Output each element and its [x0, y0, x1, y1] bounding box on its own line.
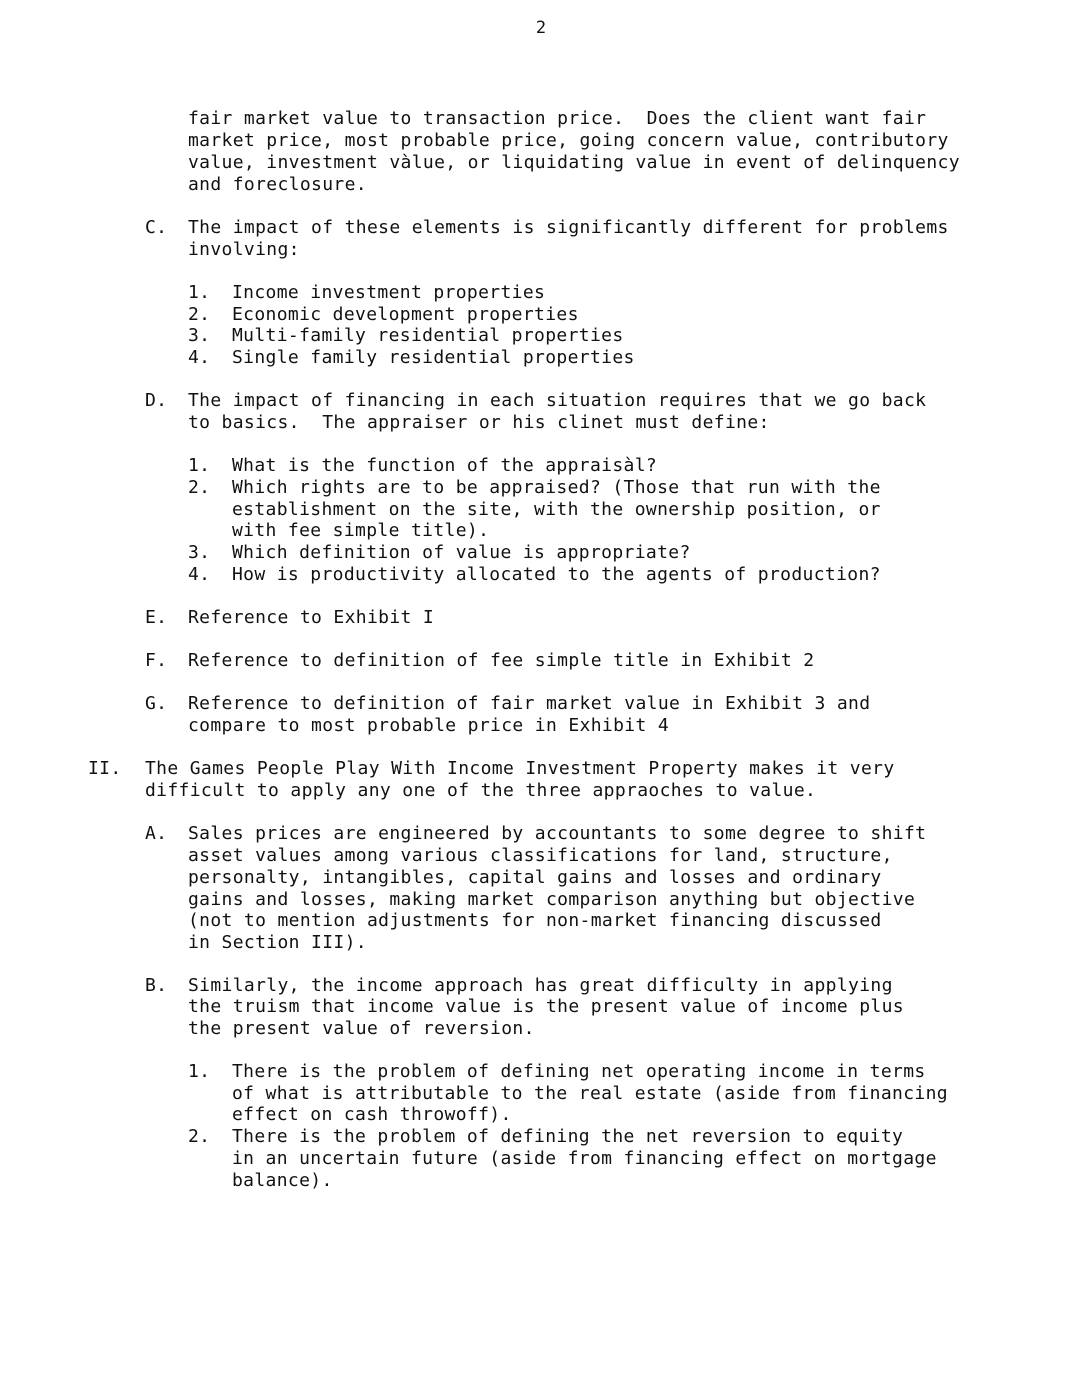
section-label: A.	[145, 823, 168, 844]
section-label: F.	[145, 650, 168, 671]
text-line: Reference to Exhibit I	[188, 607, 435, 628]
list-item: What is the function of the appraisàl?	[232, 455, 658, 476]
text-line: and foreclosure.	[188, 174, 367, 195]
text-line: market price, most probable price, going concern value, contributory	[188, 130, 949, 151]
list-number: 1.	[188, 455, 211, 476]
list-item-continuation: effect on cash throwoff).	[232, 1104, 512, 1125]
text-line: fair market value to transaction price. Does the client want fair	[188, 108, 927, 129]
section-label: D.	[145, 390, 168, 411]
text-line: (not to mention adjustments for non-market financing discussed	[188, 910, 882, 931]
list-item-continuation: with fee simple title).	[232, 520, 490, 541]
list-number: 1.	[188, 282, 211, 303]
section-label: B.	[145, 975, 168, 996]
list-item: Which definition of value is appropriate?	[232, 542, 691, 563]
page-number: 2	[535, 18, 547, 38]
list-item-continuation: balance).	[232, 1170, 333, 1191]
text-line: Similarly, the income approach has great difficulty in applying	[188, 975, 893, 996]
list-item: How is productivity allocated to the agents of production?	[232, 564, 881, 585]
text-line: difficult to apply any one of the three appraoches to value.	[145, 780, 817, 801]
list-item: Income investment properties	[232, 282, 546, 303]
text-line: asset values among various classifications for land, structure,	[188, 845, 893, 866]
list-number: 3.	[188, 325, 211, 346]
section-label: E.	[145, 607, 168, 628]
text-line: Reference to definition of fair market value in Exhibit 3 and	[188, 693, 871, 714]
text-line: to basics. The appraiser or his clinet must define:	[188, 412, 770, 433]
text-line: The impact of these elements is significantly different for problems	[188, 217, 949, 238]
list-number: 1.	[188, 1061, 211, 1082]
list-item: Economic development properties	[232, 304, 579, 325]
list-item: Single family residential properties	[232, 347, 635, 368]
list-item: Multi-family residential properties	[232, 325, 624, 346]
text-line: Reference to definition of fee simple title in Exhibit 2	[188, 650, 815, 671]
section-label: G.	[145, 693, 168, 714]
list-item-continuation: establishment on the site, with the ownership position, or	[232, 499, 881, 520]
text-line: involving:	[188, 239, 300, 260]
list-number: 2.	[188, 304, 211, 325]
text-line: personalty, intangibles, capital gains and losses and ordinary	[188, 867, 882, 888]
text-line: the present value of reversion.	[188, 1018, 535, 1039]
text-line: The impact of financing in each situation requires that we go back	[188, 390, 927, 411]
list-number: 3.	[188, 542, 211, 563]
text-line: The Games People Play With Income Investment Property makes it very	[145, 758, 895, 779]
list-item: There is the problem of defining the net reversion to equity	[232, 1126, 904, 1147]
text-line: Sales prices are engineered by accountants to some degree to shift	[188, 823, 927, 844]
list-number: 4.	[188, 347, 211, 368]
list-number: 2.	[188, 477, 211, 498]
list-number: 4.	[188, 564, 211, 585]
text-line: in Section III).	[188, 932, 367, 953]
text-line: gains and losses, making market comparison anything but objective	[188, 889, 916, 910]
section-label: C.	[145, 217, 168, 238]
text-line: the truism that income value is the present value of income plus	[188, 996, 904, 1017]
section-label: II.	[88, 758, 122, 779]
text-line: compare to most probable price in Exhibit 4	[188, 715, 670, 736]
list-item: Which rights are to be appraised? (Those that run with the	[232, 477, 881, 498]
list-item: There is the problem of defining net operating income in terms	[232, 1061, 926, 1082]
list-item-continuation: of what is attributable to the real estate (aside from financing	[232, 1083, 948, 1104]
list-number: 2.	[188, 1126, 211, 1147]
text-line: value, investment vàlue, or liquidating value in event of delinquency	[188, 152, 960, 173]
list-item-continuation: in an uncertain future (aside from financing effect on mortgage	[232, 1148, 937, 1169]
